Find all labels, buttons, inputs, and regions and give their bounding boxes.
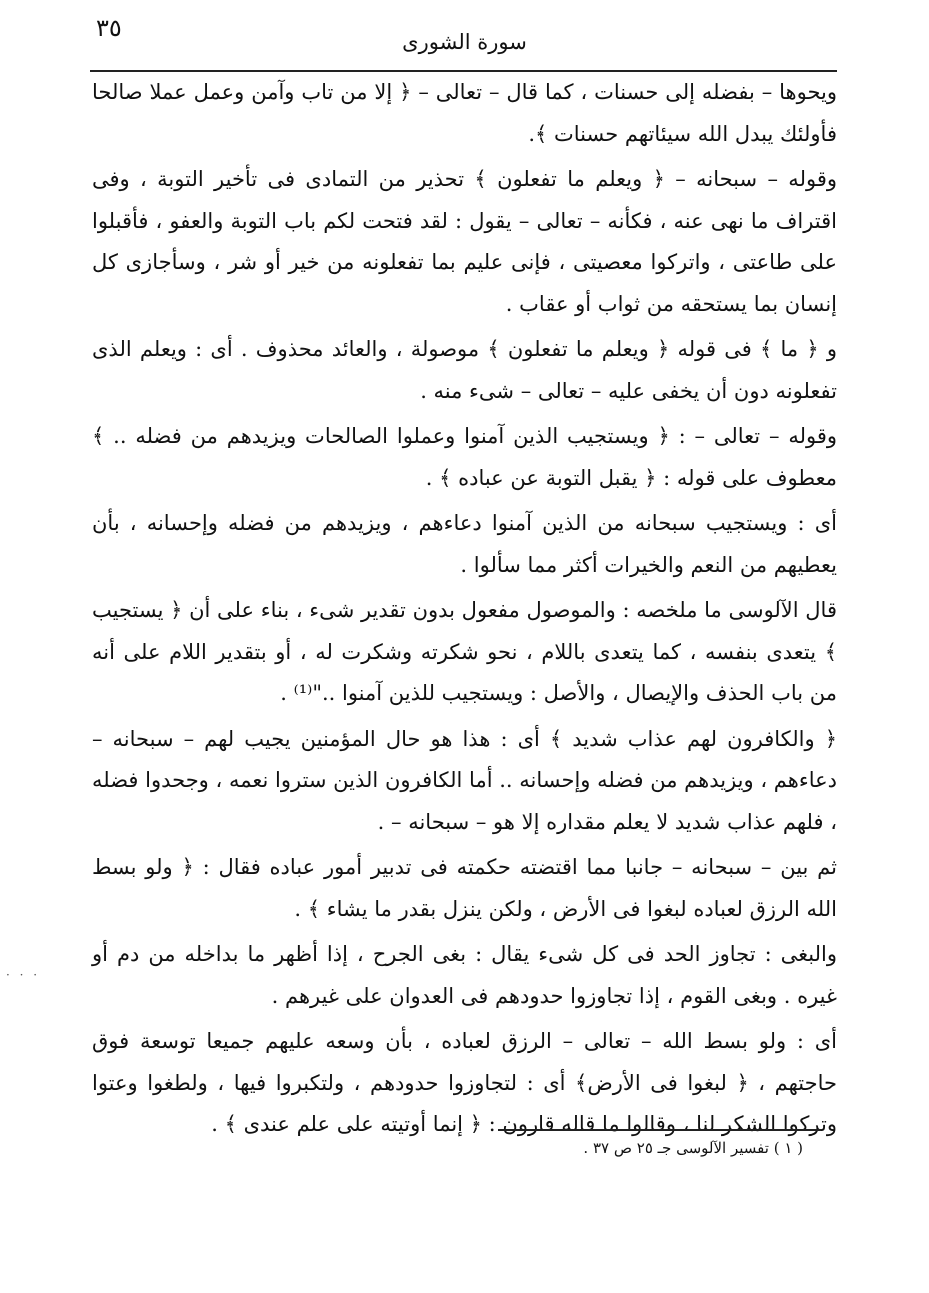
paragraph: وقوله – سبحانه – ﴿ ويعلم ما تفعلون ﴾ تحذير من التمادى فى تأخير التوبة ، وفى اقتراف ما نهى عنه ، فكأنه – تعالى – يقول : لقد فتحت لكم باب التوبة والعفو ، فأقبلوا على طاعتى ، واتركوا معصيتى ، فإنى عليم بما تفعلونه من خير أو شر ، وسأجازى كل إنسان بما يستحقه من ثواب أو عقاب .	[92, 167, 837, 316]
page-body	[92, 72, 837, 1150]
footnote: ( ١ ) تفسير الآلوسى جـ ٢٥ ص ٣٧ .	[583, 1139, 803, 1157]
paragraph: ثم بين – سبحانه – جانبا مما اقتضته حكمته فى تدبير أمور عباده فقال : ﴿ ولو بسط الله الرزق لعباده لبغوا فى الأرض ، ولكن ينزل بقدر ما يشاء ﴾ .	[92, 855, 837, 921]
paragraph: وقوله – تعالى – : ﴿ ويستجيب الذين آمنوا وعملوا الصالحات ويزيدهم من فضله .. ﴾ معطوف على قوله : ﴿ يقبل التوبة عن عباده ﴾ .	[92, 424, 837, 490]
page-header	[90, 8, 839, 58]
paragraph: و ﴿ ما ﴾ فى قوله ﴿ ويعلم ما تفعلون ﴾ موصولة ، والعائد محذوف . أى : ويعلم الذى تفعلونه دون أن يخفى عليه – تعالى – شىء منه .	[92, 337, 837, 403]
paragraph: أى : ولو بسط الله – تعالى – الرزق لعباده ، بأن وسعه عليهم جميعا توسعة فوق حاجتهم ، ﴿ لبغوا فى الأرض﴾ أى : لتجاوزوا حدودهم ، ولتكبروا فيها ، ولطغوا وعتوا وتركوا الشكر لنا ، وقالوا ما قاله قارون : ﴿ إنما أوتيته على علم عندى ﴾ .	[92, 1029, 837, 1136]
footnote-rule	[498, 1129, 821, 1131]
paragraph: قال الآلوسى ما ملخصه : والموصول مفعول بدون تقدير شىء ، بناء على أن ﴿ يستجيب ﴾ يتعدى بنفسه ، كما يتعدى باللام ، نحو شكرته وشكرت له ، أو بتقدير اللام على أنه من باب الحذف والإيصال ، والأصل : ويستجيب للذين آمنوا .."⁽¹⁾ .	[92, 598, 837, 705]
margin-mark: · · ·	[6, 968, 41, 982]
paragraph: ﴿ والكافرون لهم عذاب شديد ﴾ أى : هذا هو حال المؤمنين يجيب لهم – سبحانه – دعاءهم ، ويزيدهم من فضله وإحسانه .. أما الكافرون الذين ستروا نعمه ، وجحدوا فضله ، فلهم عذاب شديد لا يعلم مقداره إلا هو – سبحانه – .	[92, 726, 837, 834]
paragraph: ويحوها – بفضله إلى حسنات ، كما قال – تعالى – ﴿ إلا من تاب وآمن وعمل عملا صالحا فأولئك يبدل الله سيئاتهم حسنات ﴾.	[92, 80, 837, 146]
page-number: ٣٥	[96, 14, 122, 42]
paragraph: أى : ويستجيب سبحانه من الذين آمنوا دعاءهم ، ويزيدهم من فضله وإحسانه ، بأن يعطيهم من النعم والخيرات أكثر مما سألوا .	[92, 511, 837, 577]
surah-title: سورة الشورى	[402, 30, 527, 54]
paragraph: والبغى : تجاوز الحد فى كل شىء يقال : بغى الجرح ، إذا أظهر ما بداخله من دم أو غيره . وبغى القوم ، إذا تجاوزوا حدودهم فى العدوان على غيرهم .	[92, 942, 837, 1008]
